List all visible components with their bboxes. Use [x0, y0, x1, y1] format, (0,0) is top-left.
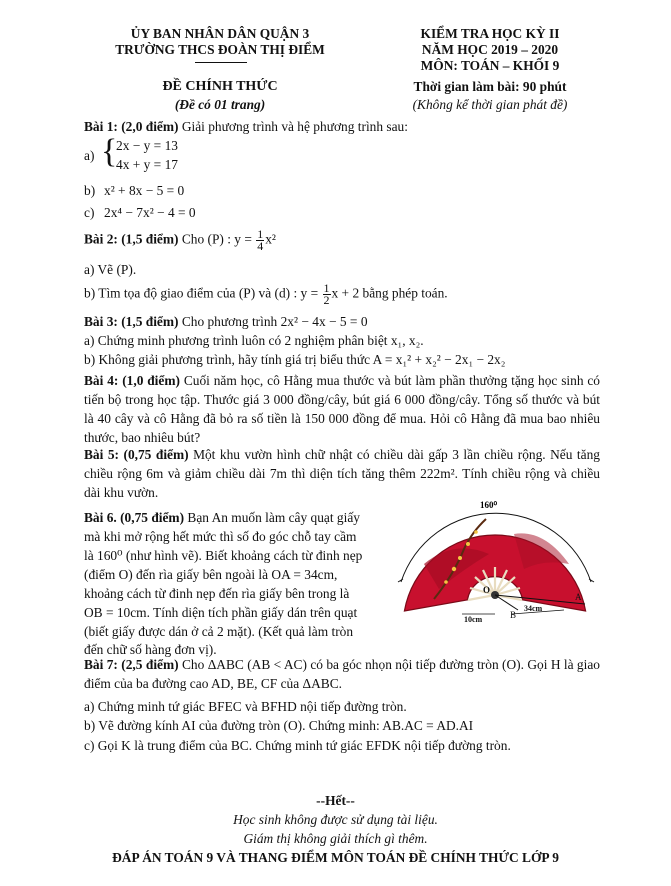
dimension-10cm: 10cm	[464, 615, 483, 624]
official-label: ĐỀ CHÍNH THỨC	[162, 79, 278, 94]
school-year: NĂM HỌC 2019 – 2020	[421, 42, 559, 57]
point-a-label: A	[575, 592, 582, 602]
problem-1b-label: b)	[84, 183, 96, 198]
exam-title: KIỂM TRA HỌC KỲ II	[420, 26, 560, 41]
problem-2-heading: Bài 2: (1,5 điểm) Cho (P) : y = $\frac{1}{4}$ x²	[84, 227, 276, 253]
problem-3b: b) Không giải phương trình, hãy tính giá trị biểu thức A = x₁² + x₂² − 2x₁ − 2x₂	[84, 352, 506, 367]
department-name: ỦY BAN NHÂN DÂN QUẬN 3	[130, 26, 310, 41]
problem-6-line: (điểm O) đến rìa giấy bên ngoài là OA = 34cm,	[84, 567, 338, 582]
angle-label: 160⁰	[480, 500, 498, 510]
school-name: TRƯỜNG THCS ĐOÀN THỊ ĐIỂM	[115, 42, 325, 57]
header-underline	[195, 62, 247, 63]
paper-fan-figure	[394, 494, 609, 629]
point-o-label: O	[483, 585, 491, 595]
problem-6-line: (biết giấy được dán ở cả 2 mặt). (Kết quả làm tròn	[84, 624, 354, 639]
system-brace: {	[101, 133, 118, 170]
problem-5: Bài 5: (0,75 điểm) Một khu vườn hình chữ nhật có chiều dài gấp 3 lần chiều rộng. Nếu tăng chiều rộng 6m và giảm chiều dài 7m thì diện tích tăng thêm 222m². Tính chiều rộng và chiều dài khu vườn.	[84, 447, 600, 500]
problem-7c: c) Gọi K là trung điểm của BC. Chứng minh tứ giác EFDK nội tiếp đường tròn.	[84, 738, 511, 753]
problem-7: Bài 7: (2,5 điểm) Cho ΔABC (AB < AC) có ba góc nhọn nội tiếp đường tròn (O). Gọi H là giao điểm của ba đường cao AD, BE, CF của ΔABC.	[84, 657, 600, 691]
problem-3a: a) Chứng minh phương trình luôn có 2 nghiệm phân biệt x₁, x₂.	[84, 333, 424, 348]
subject: MÔN: TOÁN – KHỐI 9	[420, 58, 560, 73]
problem-2a: a) Vẽ (P).	[84, 262, 137, 277]
problem-4: Bài 4: (1,0 điểm) Cuối năm học, cô Hằng mua thước và bút làm phần thưởng tặng học sinh có tiến bộ trong học tập. Thước giá 3 000 đồng/cây, bút giá 6 000 đồng/cây. Tổng số thước và bút là 40 cây và cô Hằng đã bỏ ra số tiền là 150 000 đồng để mua. Hỏi cô Hằng đã mua bao nhiêu thước, bao nhiêu bút?	[84, 373, 601, 445]
problem-7b: b) Vẽ đường kính AI của đường tròn (O). Chứng minh: AB.AC = AD.AI	[84, 718, 474, 733]
time-limit: Thời gian làm bài: 90 phút	[413, 79, 567, 94]
problem-6-line: OB = 10cm. Tính diện tích phần giấy dán trên quạt	[84, 605, 358, 620]
problem-3-heading: Bài 3: (1,5 điểm) Cho phương trình 2x² − 4x − 5 = 0	[84, 314, 368, 329]
problem-1a-label: a)	[84, 148, 95, 163]
pages-note: (Đề có 01 trang)	[174, 97, 266, 112]
problem-1c-equation: 2x⁴ − 7x² − 4 = 0	[104, 205, 196, 220]
end-marker: --Hết--	[316, 793, 355, 808]
problem-1-heading: Bài 1: (2,0 điểm) Giải phương trình và hệ phương trình sau:	[84, 119, 408, 134]
dimension-34cm: 34cm	[524, 604, 543, 613]
problem-1b-equation: x² + 8x − 5 = 0	[104, 183, 185, 198]
system-equation-2: 4x + y = 17	[116, 157, 178, 172]
system-equation-1: 2x − y = 13	[116, 138, 178, 153]
problem-1c-label: c)	[84, 205, 95, 220]
problem-6-line: mà khi mở rộng hết mức thì số đo góc chỗ tay cầm	[84, 529, 357, 544]
problem-2b: b) Tìm tọa độ giao điểm của (P) và (d) : y = $\frac{1}{2}$ x + 2 bằng phép toán.	[84, 281, 448, 307]
problem-6-heading: Bài 6. (0,75 điểm) Bạn An muốn làm cây quạt giấy	[84, 510, 360, 525]
problem-7a: a) Chứng minh tứ giác BFEC và BFHD nội tiếp đường tròn.	[84, 699, 407, 714]
point-b-label: B	[510, 610, 517, 620]
problem-6-line: khoảng cách từ đinh nẹp đến rìa giấy bên trong là	[84, 586, 350, 601]
time-note: (Không kể thời gian phát đề)	[412, 97, 568, 112]
note-no-documents: Học sinh không được sử dụng tài liệu.	[233, 812, 438, 827]
answer-key-title: ĐÁP ÁN TOÁN 9 VÀ THANG ĐIỂM MÔN TOÁN ĐỀ CHÍNH THỨC LỚP 9	[112, 850, 559, 865]
problem-6-line: đến chữ số hàng đơn vị).	[84, 642, 217, 657]
note-no-explanation: Giám thị không giải thích gì thêm.	[243, 831, 428, 846]
problem-6-line: là 160⁰ (như hình vẽ). Biết khoảng cách từ đinh nẹp	[84, 548, 363, 563]
